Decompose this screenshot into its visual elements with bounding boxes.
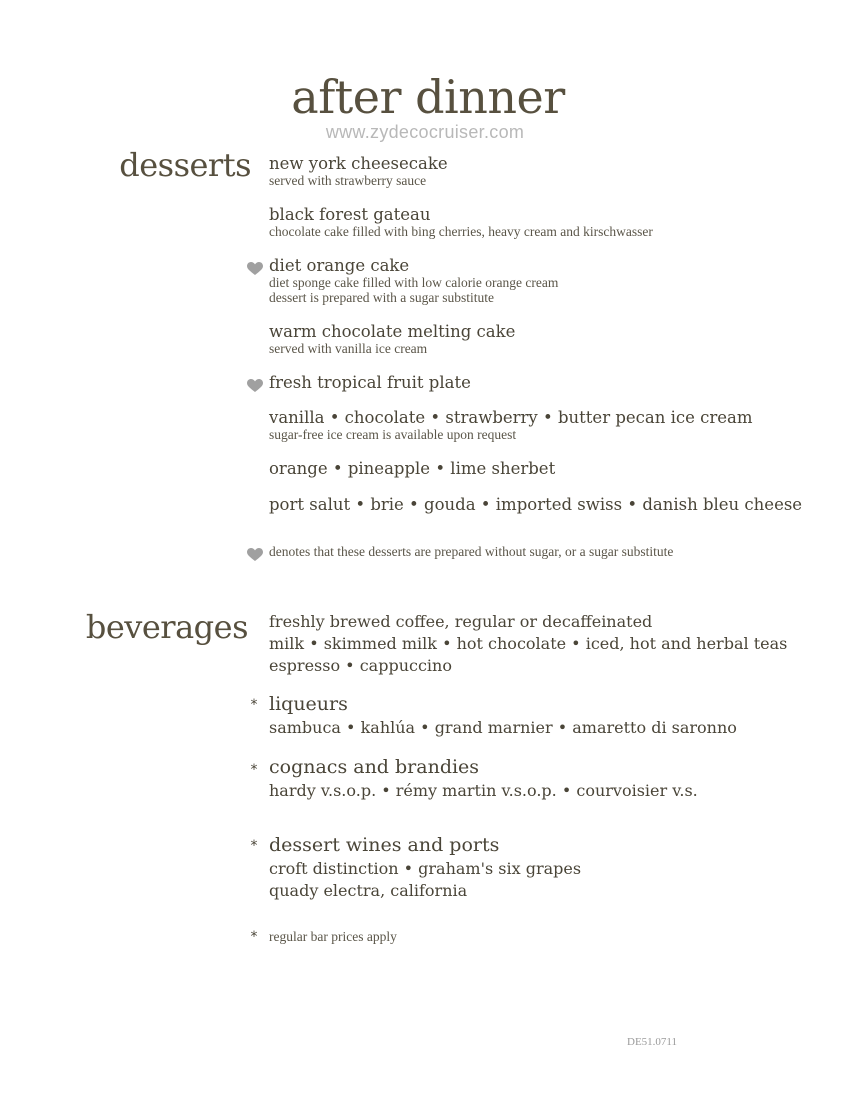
beverage-line: croft distinction • graham's six grapes: [269, 859, 582, 878]
dessert-item-name: vanilla • chocolate • strawberry • butter pecan ice cream: [269, 408, 753, 427]
desserts-heading: desserts: [119, 146, 251, 184]
asterisk-icon: *: [250, 838, 258, 854]
beverage-line: milk • skimmed milk • hot chocolate • iced, hot and herbal teas: [269, 634, 788, 653]
dessert-item-name: diet orange cake: [269, 256, 410, 275]
dessert-item-name: new york cheesecake: [269, 154, 448, 173]
document-code: DE51.0711: [627, 1036, 678, 1048]
dessert-item-name: fresh tropical fruit plate: [269, 373, 471, 392]
dessert-item-name: orange • pineapple • lime sherbet: [269, 459, 556, 478]
asterisk-icon: *: [250, 929, 258, 945]
heart-icon: [247, 262, 263, 276]
asterisk-icon: *: [250, 697, 258, 713]
beverage-group-title: cognacs and brandies: [269, 756, 480, 778]
beverage-group-title: dessert wines and ports: [269, 834, 500, 856]
dessert-item-desc: served with vanilla ice cream: [269, 341, 428, 356]
dessert-item-name: black forest gateau: [269, 205, 431, 224]
heart-icon: [247, 379, 263, 393]
asterisk-icon: *: [250, 762, 258, 778]
beverage-line: sambuca • kahlúa • grand marnier • amaretto di saronno: [269, 718, 737, 737]
heart-icon: [247, 548, 263, 562]
dessert-item-desc: chocolate cake filled with bing cherries, heavy cream and kirschwasser: [269, 224, 653, 239]
dessert-item-desc: sugar-free ice cream is available upon request: [269, 427, 517, 442]
page-title: after dinner: [291, 70, 565, 124]
beverage-line: hardy v.s.o.p. • rémy martin v.s.o.p. • courvoisier v.s.: [269, 781, 698, 800]
dessert-item-desc: served with strawberry sauce: [269, 173, 427, 188]
beverage-line: quady electra, california: [269, 881, 468, 900]
desserts-note: denotes that these desserts are prepared without sugar, or a sugar substitute: [269, 544, 674, 559]
beverages-heading: beverages: [85, 608, 248, 646]
watermark-url: www.zydecocruiser.com: [325, 122, 525, 142]
beverage-group-title: liqueurs: [269, 693, 348, 715]
beverage-line: freshly brewed coffee, regular or decaffeinated: [269, 612, 653, 631]
beverages-note: regular bar prices apply: [269, 929, 397, 944]
dessert-item-desc: diet sponge cake filled with low calorie orange cream: [269, 275, 559, 290]
beverage-line: espresso • cappuccino: [269, 656, 452, 675]
dessert-item-desc: dessert is prepared with a sugar substitute: [269, 290, 494, 305]
dessert-item-name: port salut • brie • gouda • imported swiss • danish bleu cheese: [269, 495, 803, 514]
dessert-item-name: warm chocolate melting cake: [269, 322, 516, 341]
